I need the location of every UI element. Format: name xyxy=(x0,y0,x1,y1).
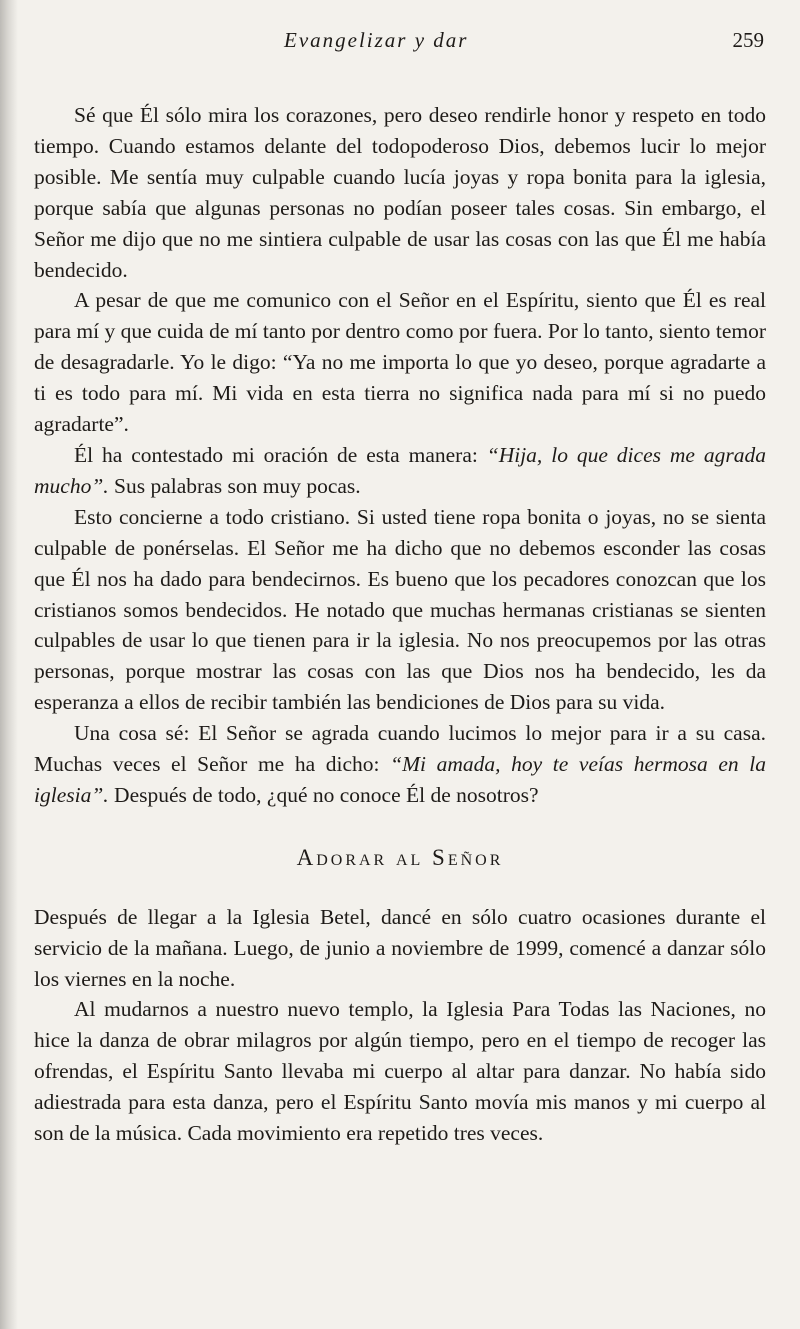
paragraph xyxy=(34,100,766,285)
italic-quote: “Hija, lo que dices me agrada mucho”. xyxy=(34,442,766,498)
paragraph xyxy=(34,285,766,440)
paragraph-text: Una cosa sé: El Señor se agrada cuando lucimos lo mejor para ir a su casa. Muchas veces el Señor me ha dicho: xyxy=(34,721,766,777)
paragraph-text: Al mudarnos a nuestro nuevo templo, la Iglesia Para Todas las Naciones, no hice la danza de obrar milagros por algún tiempo, pero en el tiempo de recoger las ofrendas, el Espíritu Santo llevaba mi cuerpo al altar para danzar. No había sido adiestrada para esta danza, pero el Espíritu Santo movía mis manos y mi cuerpo al son de la música. Cada movimiento era repetido tres veces. xyxy=(34,997,766,1146)
page-number: 259 xyxy=(732,28,764,52)
paragraph-text: Después de todo, ¿qué no conoce Él de nosotros? xyxy=(108,782,539,807)
italic-quote: “Mi amada, hoy te veías hermosa en la iglesia”. xyxy=(34,752,766,807)
paragraph-text: Esto concierne a todo cristiano. Si usted tiene ropa bonita o joyas, no se sienta culpable de ponérselas. El Señor me ha dicho que no debemos esconder las cosas que Él nos ha dado para bendecirnos. Es bueno que los pecadores conozcan que los cristianos somos bendecidos. He notado que muchas hermanas cristianas se sienten culpables de usar lo que tienen para ir la iglesia. No nos preocupemos por las otras personas, porque mostrar las cosas con las que Dios nos ha bendecido, les da esperanza a ellos de recibir también las bendiciones de Dios para su vida. xyxy=(34,504,766,715)
page-gutter-shadow xyxy=(0,0,18,1329)
paragraph xyxy=(34,440,766,502)
paragraph xyxy=(34,902,766,995)
paragraph-text: Sé que Él sólo mira los corazones, pero deseo rendirle honor y respeto en todo tiempo. Cuando estamos delante del todopoderoso Dios, debemos lucir lo mejor posible. Me sentía muy culpable cuando lucía joyas y ropa bonita para la iglesia, porque sabía que algunas personas no podían poseer tales cosas. Sin embargo, el Señor me dijo que no me sintiera culpable de usar las cosas con las que Él me había bendecido. xyxy=(34,103,766,282)
body-text xyxy=(34,100,766,1149)
paragraph-text: Él ha contestado mi oración de esta manera: xyxy=(74,442,487,467)
paragraph xyxy=(34,994,766,1149)
paragraph-text: Después de llegar a la Iglesia Betel, dancé en sólo cuatro ocasiones durante el servicio de la mañana. Luego, de junio a noviembre de 1999, comencé a danzar sólo los viernes en la noche. xyxy=(34,904,766,991)
section-heading: Adorar al Señor xyxy=(296,844,504,870)
paragraph xyxy=(34,718,766,811)
paragraph-text: Sus palabras son muy pocas. xyxy=(108,473,361,498)
running-head xyxy=(34,28,766,62)
running-title: Evangelizar y dar xyxy=(284,28,469,52)
paragraph xyxy=(34,502,766,718)
paragraph-text: A pesar de que me comunico con el Señor en el Espíritu, siento que Él es real para mí y que cuida de mí tanto por dentro como por fuera. Por lo tanto, siento temor de desagradarle. Yo le digo: “Ya no me importa lo que yo deseo, porque agradarte a ti es todo para mí. Mi vida en esta tierra no significa nada para mí si no puedo agradarte”. xyxy=(34,288,766,437)
